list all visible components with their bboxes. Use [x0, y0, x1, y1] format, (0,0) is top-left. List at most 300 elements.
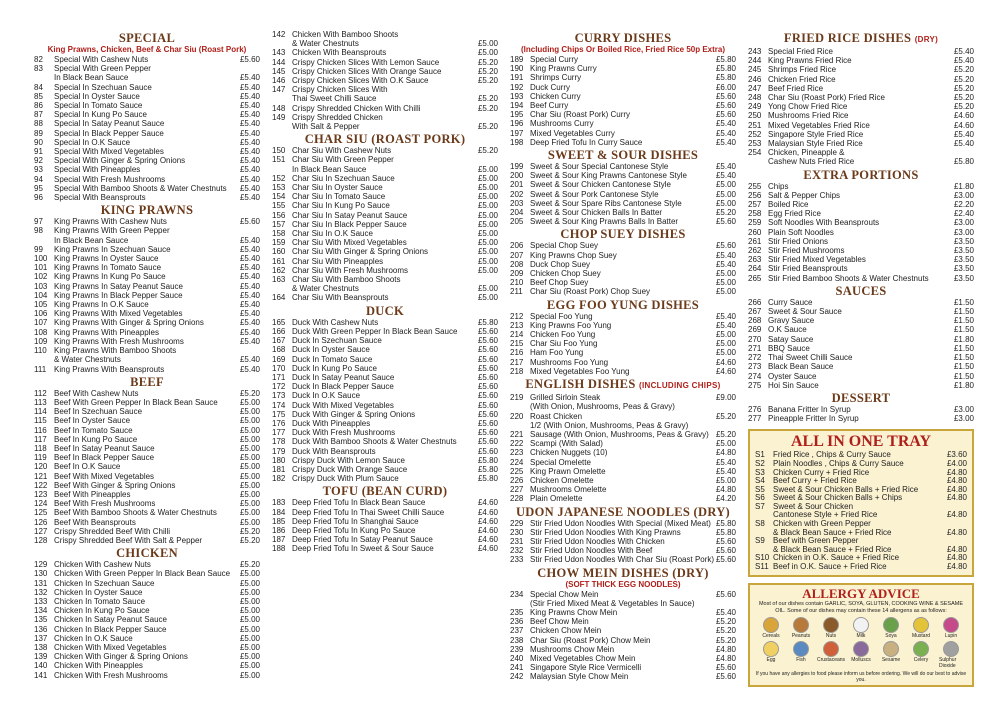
menu-item-row	[510, 485, 736, 494]
king-prawns-list	[34, 217, 260, 373]
menu-item-row	[748, 255, 974, 264]
menu-item-price: £5.40	[239, 290, 260, 300]
menu-item-name: Char Siu In Kung Po Sauce	[292, 201, 390, 211]
tray-item-price: £4.80	[946, 467, 967, 477]
menu-item-number: 230	[510, 527, 524, 537]
menu-item-number: 183	[272, 498, 286, 508]
menu-item-name: Duck With Mixed Vegetables	[292, 400, 394, 410]
extra-portions-list	[748, 182, 974, 283]
menu-item-name: Duck In Satay Peanut Sauce	[292, 372, 395, 382]
menu-item-row	[748, 47, 974, 56]
menu-item-number: 192	[510, 82, 524, 92]
menu-item-row	[748, 274, 974, 283]
menu-item-number: 91	[34, 147, 43, 157]
menu-item-name: In Black Bean Sauce	[292, 164, 367, 174]
menu-item-row	[272, 508, 498, 517]
menu-item-row	[34, 588, 260, 597]
menu-item-name: Crispy Shredded Beef With Salt & Pepper	[54, 535, 203, 545]
menu-item-number: 267	[748, 307, 762, 317]
menu-item-number: 133	[34, 596, 48, 606]
section-title-sweet-sour: SWEET & SOUR DISHES	[547, 148, 699, 163]
menu-item-name: Stir Fried Udon Noodles With Special (Mixed Meat)	[530, 518, 711, 528]
menu-item-row	[748, 228, 974, 237]
menu-item-name: Ham Foo Yung	[530, 348, 584, 358]
menu-item-row	[34, 661, 260, 670]
menu-item-price: £5.00	[239, 587, 260, 597]
menu-item-name: Sweet & Sour King Prawns Balls In Batter	[530, 217, 679, 227]
menu-item-name: Char Siu Foo Yung	[530, 339, 598, 349]
menu-item-name: Sweet & Sour Chicken Balls In Batter	[530, 208, 663, 218]
menu-item-row	[34, 569, 260, 578]
menu-item-number: 85	[34, 91, 43, 101]
menu-item-price: £5.20	[715, 626, 736, 636]
menu-item-name: Duck With Cashew Nuts	[292, 317, 379, 327]
menu-item-price: £5.40	[715, 137, 736, 147]
char-siu-list	[272, 146, 498, 302]
tray-item-price: £4.80	[946, 493, 967, 503]
menu-item-name: Special In Szechuan Sauce	[54, 82, 152, 92]
menu-item-number: 90	[34, 137, 43, 147]
menu-item-number: 162	[272, 265, 286, 275]
menu-item-row	[272, 238, 498, 247]
menu-item-number: 268	[748, 316, 762, 326]
menu-item-row	[748, 102, 974, 111]
menu-item-price: £1.50	[953, 343, 974, 353]
menu-item-number: 251	[748, 120, 762, 130]
menu-item-number: 193	[510, 91, 524, 101]
menu-item-name: Chicken Fried Rice	[768, 74, 836, 84]
menu-item-price: £1.80	[953, 181, 974, 191]
menu-item-number: 89	[34, 128, 43, 138]
menu-item-name: Curry Sauce	[768, 297, 813, 307]
menu-item-row	[272, 30, 498, 39]
menu-item-number: 136	[34, 624, 48, 634]
menu-item-row	[748, 381, 974, 390]
menu-item-price: £5.00	[239, 416, 260, 426]
menu-item-row	[272, 201, 498, 210]
menu-item-name: Crispy Chicken Slices With Orange Sauce	[292, 66, 442, 76]
menu-item-name: Chicken With Cashew Nuts	[54, 560, 151, 570]
menu-item-row	[510, 358, 736, 367]
allergen-item	[759, 617, 783, 639]
menu-item-row	[748, 121, 974, 130]
menu-item-number: 98	[34, 226, 43, 236]
menu-item-price: £5.00	[239, 471, 260, 481]
menu-item-row	[510, 208, 736, 217]
menu-item-price: £5.00	[715, 189, 736, 199]
menu-item-row	[748, 182, 974, 191]
menu-item-price: £5.00	[239, 569, 260, 579]
menu-item-number: 97	[34, 217, 43, 227]
menu-item-number: 83	[34, 64, 43, 74]
menu-item-name: Crispy Shredded Beef With Chilli	[54, 526, 171, 536]
menu-item-name: King Prawns With Bamboo Shoots	[54, 346, 177, 356]
duck-list	[272, 318, 498, 484]
fried-rice-title-text: FRIED RICE DISHES	[783, 31, 912, 45]
menu-item-number: 264	[748, 264, 762, 274]
menu-item-price: £5.00	[477, 265, 498, 275]
menu-item-row	[272, 345, 498, 354]
menu-item-row	[34, 536, 260, 545]
menu-item-row	[272, 382, 498, 391]
english-subtitle: (INCLUDING CHIPS)	[639, 381, 721, 391]
menu-item-name: Char Siu (Roast Pork) Chow Mein	[530, 635, 651, 645]
menu-item-number: 154	[272, 192, 286, 202]
allergen-icon	[943, 641, 959, 657]
allergen-item	[939, 617, 963, 639]
menu-item-row	[272, 355, 498, 364]
menu-item-price: £5.60	[715, 546, 736, 556]
menu-item-row	[34, 518, 260, 527]
menu-item-price: £5.00	[239, 453, 260, 463]
menu-item-price: £5.40	[953, 129, 974, 139]
menu-item-row	[510, 636, 736, 645]
english-title-text: ENGLISH DISHES	[525, 377, 636, 392]
menu-item-row	[272, 183, 498, 192]
tray-item-name: Beef Curry + Fried Rice	[773, 477, 857, 486]
menu-item-price: £3.50	[953, 264, 974, 274]
menu-item-price: £5.40	[239, 128, 260, 138]
menu-item-number: 132	[34, 587, 48, 597]
allergen-label: Lupin	[944, 632, 958, 639]
menu-item-name: King Prawns In Oyster Sauce	[54, 254, 159, 264]
menu-item-price: £5.00	[477, 164, 498, 174]
menu-item-number: 210	[510, 278, 524, 288]
menu-item-price: £5.40	[239, 364, 260, 374]
menu-item-name: Chicken In Kung Po Sauce	[54, 606, 150, 616]
menu-item-price	[952, 148, 974, 157]
section-title-english	[510, 377, 736, 393]
menu-item-name: Gravy Sauce	[768, 316, 815, 326]
menu-item-row	[272, 474, 498, 483]
menu-item-price: £5.80	[715, 64, 736, 74]
menu-item-price: £5.00	[239, 462, 260, 472]
menu-item-number: 102	[34, 272, 48, 282]
menu-item-number: 152	[272, 173, 286, 183]
section-title-char-siu: CHAR SIU (ROAST PORK)	[304, 132, 466, 147]
menu-item-number: 174	[272, 400, 286, 410]
menu-item-row	[272, 220, 498, 229]
menu-item-price	[476, 155, 498, 164]
menu-item-row	[272, 437, 498, 446]
menu-item-row	[34, 365, 260, 374]
menu-item-number: 141	[34, 670, 48, 680]
menu-item-price: £5.60	[715, 555, 736, 565]
menu-item-name: Chicken Chop Suey	[530, 269, 601, 279]
menu-item-row	[34, 129, 260, 138]
menu-item-row	[34, 272, 260, 281]
menu-item-number	[510, 421, 530, 430]
menu-item-price: £4.80	[715, 644, 736, 654]
menu-item-price: £5.00	[239, 443, 260, 453]
menu-item-row	[34, 634, 260, 643]
menu-item-name: Chips	[768, 181, 789, 191]
menu-item-number: 100	[34, 254, 48, 264]
menu-item-number: 238	[510, 635, 524, 645]
menu-item-row	[510, 476, 736, 485]
allergen-label: Crustaceans	[816, 656, 846, 663]
allergen-label: Soya	[885, 632, 897, 639]
menu-item-price: £3.00	[953, 227, 974, 237]
menu-item-price: £5.00	[477, 238, 498, 248]
menu-item-price: £5.60	[477, 345, 498, 355]
menu-item-number: 126	[34, 517, 48, 527]
menu-item-price: £3.00	[953, 190, 974, 200]
tray-item-row	[755, 469, 967, 478]
menu-item-price: £5.40	[715, 171, 736, 181]
menu-item-name: Black Bean Sauce	[768, 362, 834, 372]
menu-item-number: 95	[34, 183, 43, 193]
menu-item-number: 185	[272, 516, 286, 526]
menu-item-name: King Prawns In Satay Peanut Sauce	[54, 281, 183, 291]
menu-item-row	[748, 157, 974, 166]
allergen-icon	[823, 641, 839, 657]
menu-item-price: £5.00	[715, 287, 736, 297]
section-title-sauces: SAUCES	[835, 283, 887, 298]
menu-item-name: Chicken With Fresh Mushrooms	[54, 670, 168, 680]
menu-item-name: Mixed Vegetables Fried Rice	[768, 120, 870, 130]
menu-item-row	[34, 165, 260, 174]
menu-item-number: 88	[34, 119, 43, 129]
menu-item-row	[34, 83, 260, 92]
menu-item-number: 265	[748, 273, 762, 283]
menu-item-name: Char Siu With Cashew Nuts	[292, 146, 392, 156]
menu-item-number: 207	[510, 250, 524, 260]
menu-item-number: 163	[272, 275, 286, 285]
menu-item-price: £3.00	[953, 404, 974, 414]
menu-item-number: 171	[272, 372, 286, 382]
menu-item-row	[272, 293, 498, 302]
tray-item-code: S3	[755, 467, 765, 477]
menu-item-name: Thai Sweet Chilli Sauce	[768, 353, 853, 363]
menu-item-number: 86	[34, 101, 43, 111]
tray-item-row	[755, 554, 967, 563]
menu-item-row	[510, 92, 736, 101]
menu-item-price: £5.40	[239, 193, 260, 203]
menu-item-price: £5.60	[477, 382, 498, 392]
menu-item-price: £5.20	[239, 526, 260, 536]
tray-item-code: S5	[755, 484, 765, 494]
section-subtitle-curry: (Including Chips Or Boiled Rice, Fried Rice 50p Extra)	[520, 45, 726, 54]
menu-item-name: Beef In Kung Po Sauce	[54, 434, 138, 444]
menu-item-number: 274	[748, 371, 762, 381]
menu-item-price: £5.20	[477, 122, 498, 132]
menu-item-price: £1.50	[953, 316, 974, 326]
menu-item-number: 231	[510, 536, 524, 546]
menu-item-number: 229	[510, 518, 524, 528]
menu-item-number: 164	[272, 293, 286, 303]
tray-item-row	[755, 477, 967, 486]
menu-item-name: Roast Chicken	[530, 411, 583, 421]
menu-item-name: Banana Fritter In Syrup	[768, 404, 851, 414]
menu-item-row	[748, 307, 974, 316]
menu-item-number: 236	[510, 617, 524, 627]
menu-item-name: Beef Chow Mein	[530, 617, 589, 627]
tray-item-price: £4.80	[946, 562, 967, 572]
menu-item-price: £5.60	[477, 391, 498, 401]
menu-item-row	[510, 421, 736, 430]
menu-item-row	[510, 608, 736, 617]
menu-item-price: £5.00	[239, 606, 260, 616]
menu-item-name: Special In Satay Peanut Sauce	[54, 119, 165, 129]
menu-item-row	[34, 579, 260, 588]
menu-item-row	[510, 101, 736, 110]
menu-item-number: 188	[272, 544, 286, 554]
tray-item-name: & Black Bean Sauce + Fried Rice	[773, 528, 892, 537]
menu-column-3	[510, 30, 736, 710]
menu-item-price: £5.40	[239, 147, 260, 157]
menu-item-row	[510, 599, 736, 608]
menu-item-number: 260	[748, 227, 762, 237]
menu-item-row	[510, 217, 736, 226]
menu-item-row	[510, 494, 736, 503]
menu-item-name: Special In Kung Po Sauce	[54, 110, 147, 120]
tray-item-price: £3.60	[946, 450, 967, 460]
menu-item-name: Plain Omelette	[530, 494, 583, 504]
menu-item-name: Chicken In Satay Peanut Sauce	[54, 615, 167, 625]
menu-item-price: £5.60	[715, 672, 736, 682]
menu-item-number: 204	[510, 208, 524, 218]
menu-item-number: 217	[510, 357, 524, 367]
menu-item-name: King Prawns Foo Yung	[530, 320, 612, 330]
menu-item-price	[238, 64, 260, 73]
menu-item-name: Beef With Mixed Vegetables	[54, 471, 155, 481]
menu-item-name: Chicken With Pineapples	[54, 661, 143, 671]
menu-item-number: 255	[748, 181, 762, 191]
menu-item-row	[272, 192, 498, 201]
menu-item-number: 244	[748, 56, 762, 66]
section-title-fried-rice	[748, 31, 974, 47]
menu-item-price: £5.40	[239, 235, 260, 245]
menu-item-name: Special Foo Yung	[530, 311, 593, 321]
menu-item-price: £5.20	[477, 76, 498, 86]
menu-item-price: £1.50	[953, 307, 974, 317]
menu-item-number: 112	[34, 388, 47, 398]
menu-item-row	[272, 39, 498, 48]
menu-item-price: £5.20	[239, 535, 260, 545]
menu-item-name: (Stir Fried Mixed Meat & Vegetables In Sauce)	[530, 598, 695, 608]
menu-item-row	[34, 416, 260, 425]
menu-item-price: £5.00	[239, 652, 260, 662]
allergen-icon	[823, 617, 839, 633]
menu-item-price	[714, 421, 736, 430]
menu-item-name: Stir Fried Udon Noodles With Beef	[530, 546, 653, 556]
menu-item-number: 159	[272, 238, 286, 248]
menu-item-name: Crispy Shredded Chicken With Chilli	[292, 103, 421, 113]
allergen-item	[909, 617, 933, 639]
menu-item-price: £5.80	[477, 464, 498, 474]
menu-item-name: King Prawn Omelette	[530, 466, 606, 476]
menu-item-name: Beef Curry	[530, 101, 569, 111]
menu-item-number: 181	[272, 464, 286, 474]
menu-item-price: £5.40	[715, 119, 736, 129]
menu-item-number: 218	[510, 366, 524, 376]
menu-item-price: £5.20	[715, 429, 736, 439]
menu-item-number: 262	[748, 246, 762, 256]
menu-item-name: King Prawns In Tomato Sauce	[54, 263, 162, 273]
menu-item-row	[510, 626, 736, 635]
menu-item-row	[272, 266, 498, 275]
menu-item-number: 191	[510, 73, 524, 83]
menu-item-price: £5.20	[477, 146, 498, 156]
menu-item-number: 224	[510, 457, 524, 467]
menu-item-number: 137	[34, 633, 48, 643]
section-title-chow-mein: CHOW MEIN DISHES (DRY)	[537, 565, 709, 580]
menu-item-name: Beef With Ginger & Spring Onions	[54, 480, 176, 490]
menu-item-row	[748, 246, 974, 255]
menu-item-price: £5.00	[239, 661, 260, 671]
menu-item-number: 187	[272, 535, 286, 545]
menu-item-name: Chicken With Bamboo Shoots	[292, 30, 399, 39]
allergen-icon	[943, 617, 959, 633]
menu-item-row	[34, 226, 260, 235]
menu-item-row	[34, 328, 260, 337]
menu-item-row	[510, 64, 736, 73]
menu-item-number: 176	[272, 418, 286, 428]
menu-item-row	[748, 237, 974, 246]
menu-item-number: 114	[34, 407, 47, 417]
menu-item-number: 161	[272, 256, 286, 266]
menu-item-price: £5.00	[715, 180, 736, 190]
menu-item-number: 243	[748, 47, 762, 56]
allergen-label: Fish	[796, 656, 806, 663]
menu-item-number: 108	[34, 327, 48, 337]
menu-item-name: Beef In Tomato Sauce	[54, 425, 133, 435]
menu-item-price: £5.20	[953, 93, 974, 103]
menu-item-row	[510, 439, 736, 448]
menu-item-row	[34, 508, 260, 517]
menu-item-number: 247	[748, 83, 762, 93]
allergen-icon	[913, 617, 929, 633]
menu-item-price: £5.00	[477, 173, 498, 183]
menu-item-name: Sweet & Sour Special Cantonese Style	[530, 162, 669, 172]
menu-item-price: £5.60	[477, 400, 498, 410]
allergen-item	[759, 641, 783, 669]
menu-item-number: 118	[34, 443, 47, 453]
menu-item-price: £5.20	[953, 74, 974, 84]
menu-item-price: £1.50	[953, 371, 974, 381]
menu-item-price: £5.80	[477, 474, 498, 484]
menu-item-name: Sweet & Sour Spare Ribs Cantonese Style	[530, 198, 682, 208]
menu-item-name: Char Siu With Bamboo Shoots	[292, 275, 401, 285]
menu-item-row	[34, 184, 260, 193]
allergen-icon	[883, 641, 899, 657]
menu-item-name: In Black Bean Sauce	[54, 235, 129, 245]
menu-item-number: 233	[510, 555, 524, 565]
menu-item-row	[272, 174, 498, 183]
menu-item-name: Special Chop Suey	[530, 241, 599, 251]
menu-item-row	[272, 155, 498, 164]
curry-list	[510, 55, 736, 147]
menu-item-name: King Prawns In Szechuan Sauce	[54, 244, 171, 254]
menu-item-name: Chicken With Green Pepper In Black Bean Sauce	[54, 569, 231, 579]
allergen-item	[879, 641, 903, 669]
menu-item-price	[238, 346, 260, 355]
tray-item-row	[755, 451, 967, 460]
menu-item-price: £5.00	[239, 425, 260, 435]
menu-item-row	[34, 318, 260, 327]
menu-item-price: £5.80	[477, 455, 498, 465]
menu-item-row	[34, 73, 260, 82]
menu-item-number: 253	[748, 139, 762, 149]
menu-item-row	[34, 110, 260, 119]
tray-item-name: Chicken with Green Pepper	[773, 520, 871, 529]
menu-item-price: £5.60	[477, 336, 498, 346]
menu-item-row	[272, 364, 498, 373]
menu-item-row	[510, 467, 736, 476]
tray-item-name: & Black Bean Sauce + Fried Rice	[773, 545, 892, 554]
menu-item-number: 239	[510, 644, 524, 654]
